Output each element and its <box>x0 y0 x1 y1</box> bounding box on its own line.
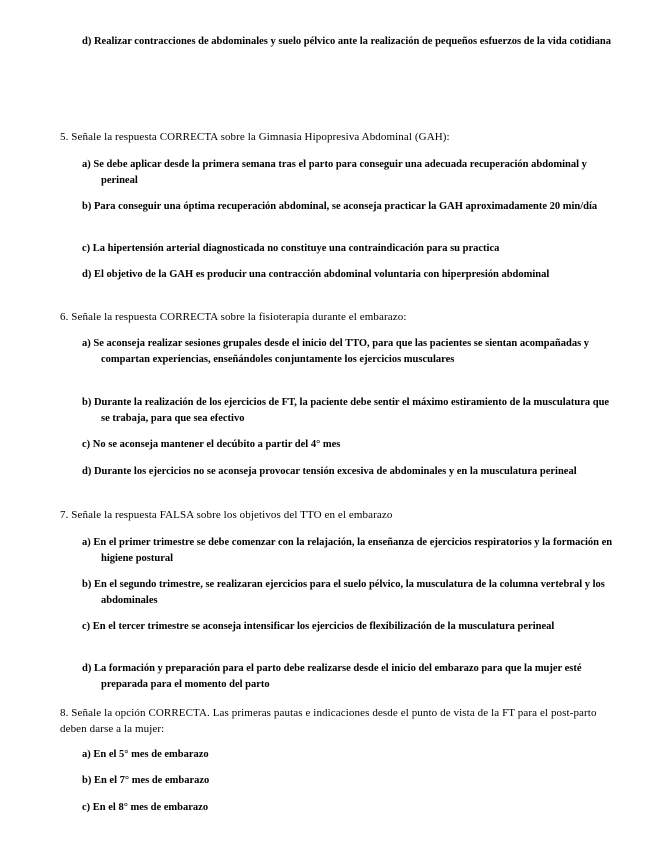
question-7-option-a: a) En el primer trimestre se debe comenzar con la relajación, la enseñanza de ejercicios respiratorios y la formación en higiene postural <box>82 537 613 564</box>
question-5-option-c: c) La hipertensión arterial diagnosticada no constituye una contraindicación para su practica <box>82 243 500 254</box>
question-8-option-b: b) En el 7° mes de embarazo <box>82 775 210 786</box>
question-8-option-c: c) En el 8° mes de embarazo <box>82 802 209 813</box>
question-6-option-d: d) Durante los ejercicios no se aconseja provocar tensión excesiva de abdominales y en la musculatura perineal <box>82 466 577 477</box>
question-7-option-b: b) En el segundo trimestre, se realizaran ejercicios para el suelo pélvico, la musculatura de la columna vertebral y los abdominales <box>82 579 605 606</box>
question-6-option-a: a) Se aconseja realizar sesiones grupales desde el inicio del TTO, para que las pacientes se sientan acompañadas y compartan experiencias, enseñándoles conjuntamente los ejercicios musculares <box>82 338 590 365</box>
question-5-option-b: b) Para conseguir una óptima recuperación abdominal, se aconseja practicar la GAH aproximadamente 20 min/día <box>82 201 598 212</box>
question-8-prompt: 8. Señale la opción CORRECTA. Las primeras pautas e indicaciones desde el punto de vista de la FT para el post-parto deben darse a la mujer: <box>60 707 597 735</box>
question-5-option-d: d) El objetivo de la GAH es producir una contracción abdominal voluntaria con hiperpresión abdominal <box>82 269 550 280</box>
question-5-option-a: a) Se debe aplicar desde la primera semana tras el parto para conseguir una adecuada recuperación abdominal y perineal <box>82 159 587 186</box>
question-5-prompt: 5. Señale la respuesta CORRECTA sobre la Gimnasia Hipopresiva Abdominal (GAH): <box>60 131 450 143</box>
question-6-prompt: 6. Señale la respuesta CORRECTA sobre la fisioterapia durante el embarazo: <box>60 311 407 323</box>
question-8-option-a: a) En el 5° mes de embarazo <box>82 749 209 760</box>
question-7-option-c: c) En el tercer trimestre se aconseja intensificar los ejercicios de flexibilización de la musculatura perineal <box>82 621 555 632</box>
previous-question-option-d: d) Realizar contracciones de abdominales y suelo pélvico ante la realización de pequeños esfuerzos de la vida cotidiana <box>82 36 611 47</box>
question-7-option-d: d) La formación y preparación para el parto debe realizarse desde el inicio del embarazo para que la mujer esté preparada para el momento del parto <box>82 663 582 690</box>
question-6-option-b: b) Durante la realización de los ejercicios de FT, la paciente debe sentir el máximo estiramiento de la musculatura que se trabaja, para que sea efectivo <box>82 397 610 424</box>
question-7-prompt: 7. Señale la respuesta FALSA sobre los objetivos del TTO en el embarazo <box>60 509 393 521</box>
question-6-option-c: c) No se aconseja mantener el decúbito a partir del 4° mes <box>82 439 341 450</box>
